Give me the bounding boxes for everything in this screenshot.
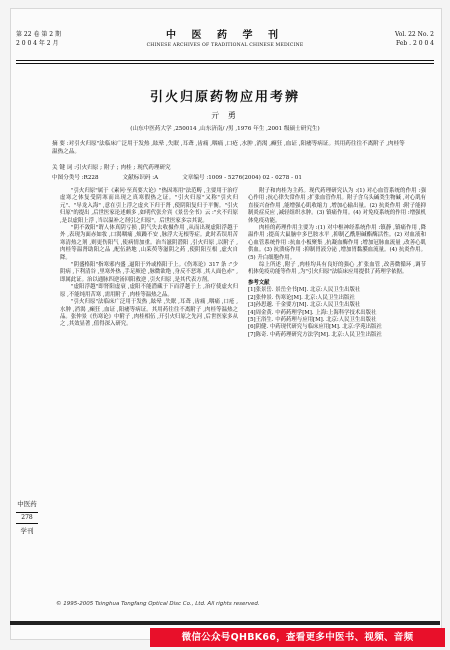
journal-title-en: CHINESE ARCHIVES OF TRADITIONAL CHINESE MEDICINE (146, 43, 304, 48)
page-number: 278 (16, 512, 38, 525)
article-title: 引火归原药物应用考辨 (149, 90, 300, 105)
volume-issue-en: Vol. 22 No. 2 (394, 31, 434, 38)
reference-item: [6]阴健. 中药现代研究与临床应用[M]. 北京:学苑出版社 (248, 324, 382, 331)
paragraph: "引火归原"属于《素问·至真要大论》"热因寒用"法范畴 ,主要用于治疗虚寒之体复受阴寒而出现之真寒假热之证。"引火归原"又称"引火归元"、"导龙入海" ,意在引上浮之虚火下归于肾 ,使阴阳复归于平衡。"引火归原"的提出 ,后世医家论述颇多 ,如明代张介宾《景岳全书》云 :"火不归原 ,是以虚阳上浮 ,当以温补之剂引之归原"。后世医家多宗其说。 (60, 188, 238, 224)
header-right (395, 30, 434, 48)
paragraph: 综上所述 ,附子 ,肉桂均具有良好的强心 ,扩张血管 ,改善微循环 ,调节机体免疫功能等作用 ,为"引火归原"法临床应用提供了药理学依据。 (248, 262, 426, 276)
journal-header (16, 26, 434, 60)
doc-code: 文献标识码 :A (122, 175, 159, 181)
paragraph: "引火归原"法临床广泛用于发热 ,眩晕 ,失眠 ,耳聋 ,齿痛 ,咽痛 ,口疮 ,水肿 ,消渴 ,癫狂 ,血证 ,阳痿等病证。其用药往往不离附子 ,肉桂等温热之品。张仲景《伤寒论》中附子 ,肉桂相伍 ,开引火归原之先河 ,后世医家多从之 ,其效显著 ,值得深入研究。 (60, 299, 238, 328)
volume-issue: 第 22 卷 第 2 期 (16, 31, 61, 38)
article-number: 文章编号 :1009 - 5276(2004) 02 - 0278 - 01 (182, 175, 302, 181)
page-bottom-edge (10, 621, 440, 625)
references-title: 参考文献 (248, 279, 270, 286)
paragraph: 附子和肉桂为主药。现代药理研究认为 :(1) 对心血管系统的作用 :强心作用 ;抗心律失常作用 ;扩张血管作用。附子含乌头碱类生物碱 ,对心肌有直接兴奋作用 ,能增强心肌收缩力 ,增加心输出量。(2) 抗炎作用 :附子能抑制炎症反应 ,减轻组织水肿。(3) 镇痛作用。(4) 对免疫系统的作用 :增强机体免疫功能。 (248, 188, 426, 224)
wechat-banner: 微信公众号QHBK66，查看更多中医书、视频、音频 (150, 628, 445, 647)
class-number: 中图分类号 :R228 (52, 175, 99, 181)
issue-date: 2 0 0 4 年 2 月 (16, 40, 59, 47)
paragraph: "虚阳浮越"即肾阳虚衰 ,虚阳不能潜藏于下而浮越于上 ,治疗使虚火归原 ,不能纯用苦寒 ,需用附子 ,肉桂等温热之品。 (60, 284, 238, 298)
paragraph: "阴不敛阳"谓人体真阴亏损 ,阴气失去收摄作用 ,从而出现虚阳浮越于外 ,表现为面赤如妆 ,口渴咽痛 ,烦躁不安 ,脉浮大无根等症。此时若误用苦寒清热之剂 ,则更伤阳气 ,使病情加重。治当滋阴潜阳 ,引火归原 ,以附子 ,肉桂等温肾助阳之品 ,配伍熟地 ,山茱萸等滋阴之药 ,使阴阳互根 ,虚火自降。 (60, 225, 238, 261)
body-column-left (60, 188, 238, 329)
author-affiliation: (山东中医药大学 ,250014 ,山东济南/ /男 ,1976 年生 ,2001 级硕士研究生) (130, 126, 320, 132)
reference-item: [1]张景岳. 景岳全书[M]. 北京:人民卫生出版社 (248, 287, 361, 294)
margin-journal-top: 中医药 (17, 500, 37, 508)
copyright-notice: © 1995-2005 Tsinghua Tongfang Optical Disc Co., Ltd. All rights reserved. (56, 601, 260, 607)
header-center (106, 26, 344, 48)
header-left (16, 30, 61, 48)
body-column-right (248, 188, 426, 339)
paragraph: 肉桂的药理作用主要为 :(1) 对中枢神经系统作用 :镇静 ,镇痛作用 ,降温作用 ;提高大鼠脑中多巴胺水平 ,抑制乙酰胆碱酯酶活性。(2) 对血液和心血管系统作用 :抗血小板聚集 ,抗凝血酶作用 ;增加冠脉血流量 ,改善心肌供血。(3) 抗溃疡作用 :抑制胃液分泌 ,增加胃黏膜血流量。(4) 抗炎作用。(5) 升白细胞作用。 (248, 225, 426, 261)
issue-date-en: Feb . 2 0 0 4 (396, 40, 434, 47)
reference-item: [7]陈奇. 中药药理研究方法学[M]. 北京:人民卫生出版社 (248, 331, 382, 338)
reference-item: [4]周金黄. 中药药理学[M]. 上海:上海科学技术出版社 (248, 309, 377, 316)
article-keywords: 关 键 词 :引火归原 ; 附子 ; 肉桂 ; 现代药理研究 (52, 165, 171, 171)
classification-line (52, 174, 410, 182)
margin-journal-bottom: 学刊 (20, 527, 34, 535)
article-author: 亓 勇 (211, 111, 239, 120)
page-margin-label (16, 500, 38, 536)
header-rule (16, 60, 434, 61)
header-rule-thin (16, 63, 434, 64)
reference-item: [3]孙思邈. 千金要方[M]. 北京:人民卫生出版社 (248, 302, 361, 309)
journal-title-cn: 中 医 药 学 刊 (166, 30, 284, 41)
article-abstract: 摘 要 :对引火归原"法临床广泛用于发热 ,眩晕 ,失眠 ,耳聋 ,齿痛 ,咽痛 ,口疮 ,水肿 ,消渴 ,癫狂 ,血证 ,阳痿等病证。其用药往往不离附子 ,肉桂等温热之品。 (52, 141, 405, 155)
reference-item: [5]王浴生. 中药药理与应用[M]. 北京:人民卫生出版社 (248, 316, 377, 323)
reference-item: [2]张仲景. 伤寒论[M]. 北京:人民卫生出版社 (248, 294, 355, 301)
paragraph: "阴盛格阳"指寒邪内盛 ,逼阳于外或格阳于上。《伤寒论》317 条 :"少阴病 ,下利清谷 ,里寒外热 ,手足厥逆 ,脉微欲绝 ,身反不恶寒 ,其人面色赤" ,即属此证。治以通脉四逆汤回阳救逆 ,引火归原 ,是其代表方剂。 (60, 262, 238, 283)
